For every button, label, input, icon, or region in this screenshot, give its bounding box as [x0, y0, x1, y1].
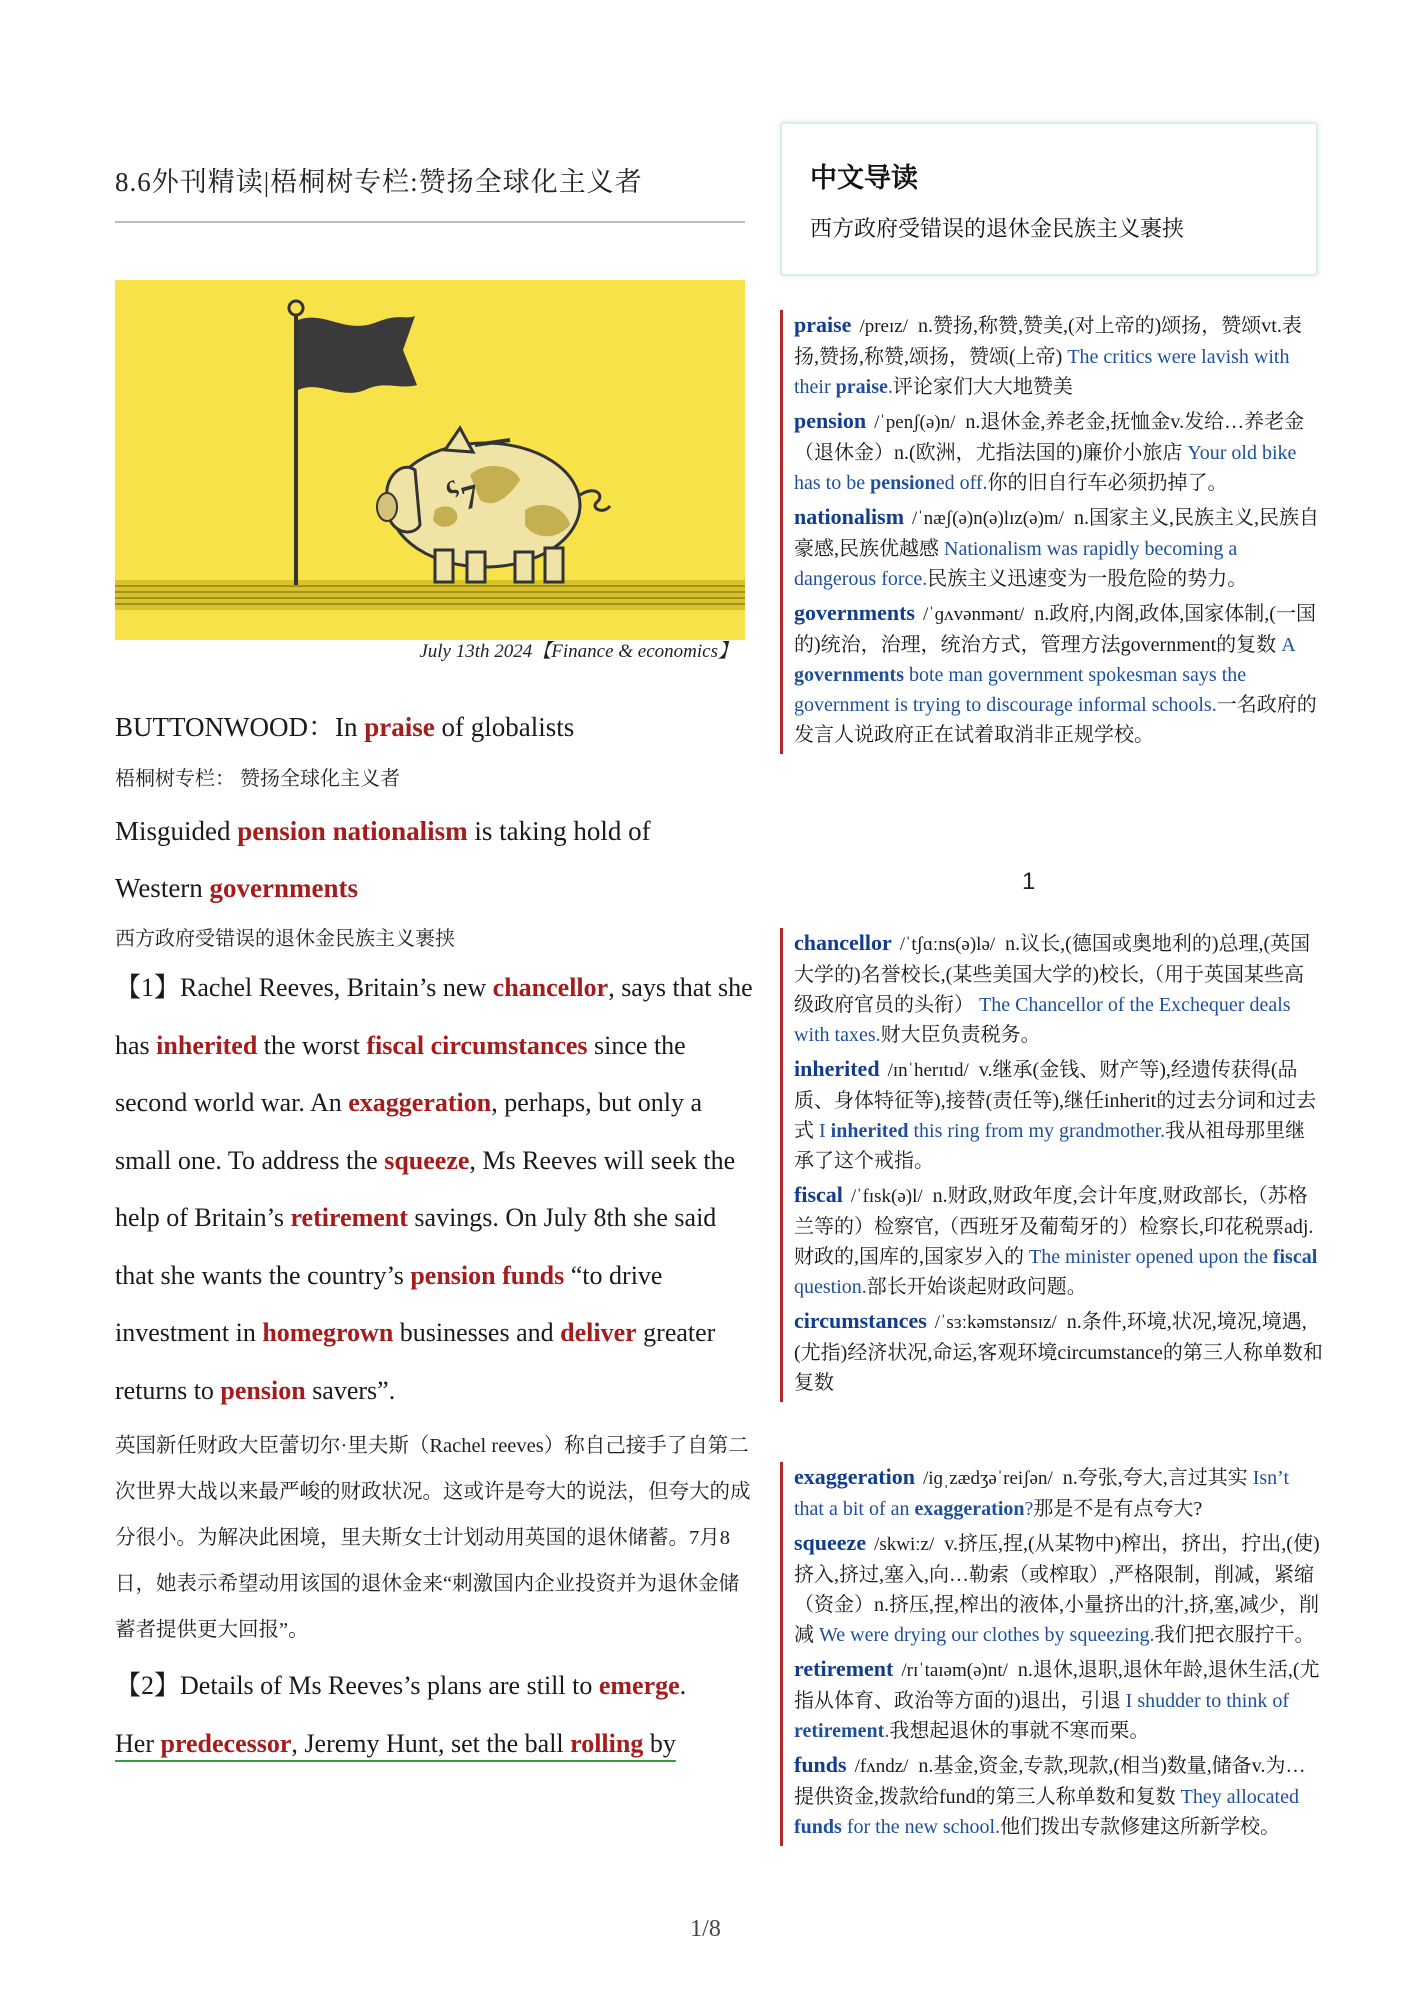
vocab-definition: n.国家主义,民族主义,民族自豪感,民族优越感: [794, 507, 1319, 560]
vocab-entry-exaggeration: [783, 1462, 1323, 1524]
example-keyword: governments: [794, 664, 904, 686]
keyword-nationalism: nationalism: [332, 816, 468, 846]
example-text: They allocated: [1180, 1786, 1299, 1808]
keyword-inherited: inherited: [156, 1030, 258, 1060]
paragraph-number: 【2】: [115, 1671, 181, 1700]
keyword-pension-funds: pension funds: [410, 1260, 565, 1290]
svg-text:7: 7: [457, 477, 484, 518]
example-text: .: [887, 376, 893, 398]
keyword-pension: pension: [237, 816, 326, 846]
vocab-definition: v.继承(金钱、财产等),经遗传获得(品质、身体特征等),接替(责任等),继任inherit的过去分词和过去式: [794, 1059, 1317, 1142]
vocab-pronunciation: /iɡˌzædʒəˈreiʃən/: [922, 1468, 1053, 1489]
vocab-entry-funds: [783, 1750, 1323, 1842]
example-text: I: [819, 1120, 831, 1142]
article-illustration: [115, 280, 745, 640]
vocab-word: funds: [794, 1752, 847, 1777]
column-name: BUTTONWOOD：: [115, 712, 335, 742]
example-translation: 那是不是有点夸大?: [1033, 1498, 1203, 1520]
example-text: I shudder to think of: [1125, 1690, 1289, 1712]
example-text: Your old bike has to be: [794, 442, 1297, 494]
black-flag: [298, 316, 417, 393]
vocab-entry-retirement: [783, 1654, 1323, 1746]
article-title-cn: 梧桐树专栏： 赞扬全球化主义者: [115, 768, 400, 790]
para-text: Rachel Reeves, Britain’s new: [180, 973, 493, 1002]
page-title: 8.6外刊精读|梧桐树专栏:赞扬全球化主义者: [115, 167, 643, 197]
vocab-word: chancellor: [794, 930, 892, 955]
headline-text: Misguided: [115, 816, 238, 846]
example-text: for the new school.: [841, 1816, 1001, 1838]
vocab-word: circumstances: [794, 1308, 927, 1333]
example-keyword: funds: [794, 1816, 842, 1838]
vocab-word: retirement: [794, 1656, 894, 1681]
vocab-entry-praise: [783, 310, 1323, 402]
paragraph-1: [115, 959, 755, 1419]
vocab-entry-chancellor: [783, 928, 1323, 1050]
vocab-pronunciation: /skwiːz/: [874, 1534, 935, 1555]
example-text: ?: [1024, 1498, 1034, 1520]
example-keyword: pension: [870, 472, 936, 494]
vocab-example: The Chancellor of the Exchequer deals with taxes.: [794, 994, 1291, 1046]
example-keyword: praise: [835, 376, 888, 398]
example-text: bote man government spokesman says the government is trying to discourage informal schools.: [794, 664, 1247, 716]
para-text: since the second world war. An: [115, 1030, 686, 1117]
article-headline-cn: 西方政府受错误的退休金民族主义裹挟: [115, 928, 455, 950]
svg-text:ς: ς: [440, 469, 461, 501]
guide-text: 西方政府受错误的退休金民族主义裹挟: [810, 217, 1185, 242]
vocab-word: squeeze: [794, 1530, 867, 1555]
para-text: , perhaps, but only a small one. To address the: [115, 1088, 703, 1175]
vocab-entry-pension: [783, 406, 1323, 498]
para-text: , says that she has: [115, 973, 753, 1060]
example-text: .: [884, 1720, 890, 1742]
vocab-definition: n.赞扬,称赞,赞美,(对上帝的)颂扬，赞颂vt.表扬,赞扬,称赞,颂扬，赞颂(上帝): [794, 315, 1302, 368]
para-text: “to drive investment in: [115, 1260, 663, 1347]
page-number: 1/8: [690, 1916, 721, 1942]
issue-date: July 13th 2024【Finance & economics】: [419, 641, 737, 662]
keyword-retirement: retirement: [290, 1203, 408, 1232]
ground: [115, 580, 745, 610]
article-headline: [115, 803, 755, 917]
keyword-emerge: emerge: [598, 1671, 680, 1700]
example-translation: 评论家们大大地赞美: [892, 376, 1073, 398]
example-text: The minister opened upon the: [1029, 1246, 1273, 1268]
vocab-pronunciation: /ˈsɜːkəmstənsɪz/: [934, 1312, 1057, 1333]
paragraph-number: 【1】: [115, 973, 181, 1002]
vocab-word: praise: [794, 312, 852, 337]
title-text: In: [334, 712, 365, 742]
vocab-group: [780, 310, 1323, 754]
vocab-word: exaggeration: [794, 1464, 915, 1489]
vocab-definition: n.条件,环境,状况,境况,境遇,(尤指)经济状况,命运,客观环境circumstance的第三人称单数和复数: [794, 1311, 1323, 1394]
example-text: Isn’t that a bit of an: [794, 1467, 1290, 1520]
paragraph-2: [115, 1657, 755, 1772]
vocab-pronunciation: /ˈpenʃ(ə)n/: [874, 412, 956, 433]
vocab-entry-governments: [783, 598, 1323, 750]
chinese-guide-box: [780, 122, 1318, 276]
keyword-rolling: rolling: [570, 1728, 644, 1758]
vocab-definition: n.退休,退职,退休年龄,退休生活,(尤指从体育、政治等方面的)退出，引退: [794, 1659, 1320, 1712]
example-text: question.: [794, 1276, 867, 1298]
piggy-bank: [377, 428, 610, 582]
para-text: savers”.: [305, 1375, 396, 1405]
keyword-homegrown: homegrown: [262, 1318, 394, 1347]
vocab-word: governments: [794, 600, 915, 625]
title-divider: [115, 221, 745, 223]
vocab-entry-fiscal: [783, 1180, 1323, 1302]
vocab-word: fiscal: [794, 1182, 843, 1207]
example-translation: 我们把衣服拧干。: [1154, 1624, 1315, 1646]
vocab-pronunciation: /preɪz/: [859, 316, 908, 337]
vocab-definition: v.挤压,捏,(从某物中)榨出，挤出，拧出,(使)挤入,挤过,塞入,向…勒索（或榨取）,严格限制，削减，紧缩（资金）n.挤压,捏,榨出的液体,小量挤出的汁,挤,塞,减少，削减: [794, 1533, 1320, 1646]
vocab-pronunciation: /ɪnˈherɪtɪd/: [887, 1060, 969, 1081]
para-text: by: [643, 1728, 676, 1758]
para-text: greater returns to: [115, 1318, 716, 1405]
vocab-definition: n.议长,(德国或奥地利的)总理,(英国大学的)名誉校长,(某些美国大学的)校长,（用于英国某些高级政府官员的头衔）: [794, 933, 1311, 1016]
keyword-fiscal-circumstances: fiscal circumstances: [366, 1030, 588, 1060]
example-translation: 部长开始谈起财政问题。: [866, 1276, 1087, 1298]
para-text: Her: [115, 1728, 161, 1758]
vocab-example: Nationalism was rapidly becoming a dangerous force.: [794, 538, 1238, 590]
para-text: .: [679, 1671, 687, 1700]
example-translation: 财大臣负责税务。: [880, 1024, 1041, 1046]
para-text: savings. On July 8th she said that she wants the country’s: [115, 1203, 717, 1290]
vocab-definition: n.夸张,夸大,言过其实: [1062, 1467, 1248, 1489]
flagpole-finial: [289, 301, 303, 315]
vocab-pronunciation: /ˈfɪsk(ə)l/: [850, 1186, 923, 1207]
vocab-entry-circumstances: [783, 1306, 1323, 1398]
vocab-word: pension: [794, 408, 867, 433]
keyword-deliver: deliver: [560, 1318, 637, 1347]
keyword-praise: praise: [364, 712, 435, 742]
headline-text: Western: [115, 873, 210, 903]
vocab-entry-squeeze: [783, 1528, 1323, 1650]
vocab-pronunciation: /ˈtʃɑːns(ə)lə/: [899, 934, 996, 955]
para-text: the worst: [257, 1030, 367, 1060]
vocab-example: [819, 1120, 1165, 1142]
vocab-word: nationalism: [794, 504, 905, 529]
article-body: [115, 705, 755, 1772]
example-text: ed off.: [935, 472, 988, 494]
para-text: Details of Ms Reeves’s plans are still to: [180, 1671, 599, 1700]
cut-off-line: [115, 1729, 676, 1758]
vocab-pronunciation: /ˈɡʌvənmənt/: [922, 604, 1025, 625]
keyword-exaggeration: exaggeration: [348, 1088, 492, 1117]
vocab-definition: n.基金,资金,专款,现款,(相当)数量,储备v.为…提供资金,拨款给fund的第三人称单数和复数: [794, 1755, 1306, 1808]
vocab-entry-inherited: [783, 1054, 1323, 1176]
vocab-pronunciation: /ˈnæʃ(ə)n(ə)lɪz(ə)m/: [912, 508, 1064, 529]
vocab-pronunciation: /rɪˈtaɪəm(ə)nt/: [901, 1660, 1008, 1681]
example-text: this ring from my grandmother.: [908, 1120, 1166, 1142]
vocab-entry-nationalism: [783, 502, 1323, 594]
vocab-definition: n.政府,内阁,政体,国家体制,(一国的)统治，治理，统治方式，管理方法government的复数: [794, 603, 1316, 656]
example-translation: 我从祖母那里继承了这个戒指。: [794, 1120, 1306, 1172]
vocab-definition: n.退休金,养老金,抚恤金v.发给…养老金（退休金）n.(欧洲，尤指法国的)廉价小旅店: [794, 411, 1305, 464]
example-translation: 他们拨出专款修建这所新学校。: [1000, 1816, 1281, 1838]
vocab-group: [780, 1462, 1323, 1846]
keyword-chancellor: chancellor: [492, 973, 609, 1002]
keyword-governments: governments: [209, 873, 359, 903]
vocab-pronunciation: /fʌndz/: [854, 1756, 909, 1777]
example-keyword: retirement: [794, 1720, 885, 1742]
example-translation: 我想起退休的事就不寒而栗。: [889, 1720, 1150, 1742]
example-text: A: [1281, 634, 1295, 656]
example-translation: 你的旧自行车必须扔掉了。: [987, 472, 1228, 494]
example-text: The critics were lavish with their: [794, 346, 1290, 398]
example-translation: 民族主义迅速变为一股危险的势力。: [927, 568, 1248, 590]
paragraph-1-cn: 英国新任财政大臣蕾切尔·里夫斯（Rachel reeves）称自己接手了自第二次世界大战以来最严峻的财政状况。这或许是夸大的说法，但夸大的成分很小。为解决此困境，里夫斯女士计划动用英国的退休储蓄。7月8日，她表示希望动用该国的退休金来“刺激国内企业投资并为退休金储蓄者提供更大回报”。: [115, 1435, 751, 1641]
vocab-group: [780, 928, 1323, 1402]
keyword-predecessor: predecessor: [160, 1728, 292, 1758]
example-keyword: inherited: [830, 1120, 909, 1142]
title-text: of globalists: [434, 712, 575, 742]
vocab-page-number: 1: [1022, 868, 1036, 895]
piggy-bank-flag-illustration: [115, 280, 745, 640]
para-text: , Jeremy Hunt, set the ball: [291, 1728, 571, 1758]
vocab-word: inherited: [794, 1056, 880, 1081]
para-text: businesses and: [393, 1318, 561, 1347]
guide-title: 中文导读: [810, 163, 918, 194]
keyword-squeeze: squeeze: [384, 1145, 470, 1175]
example-translation: 一名政府的发言人说政府正在试着取消非正规学校。: [794, 694, 1317, 746]
example-keyword: fiscal: [1272, 1246, 1318, 1268]
headline-text: is taking hold of: [467, 816, 651, 846]
keyword-pension: pension: [220, 1375, 306, 1405]
article-title: [115, 705, 755, 749]
para-text: , Ms Reeves will seek the help of Britain’s: [115, 1145, 736, 1232]
vocab-definition: n.财政,财政年度,会计年度,财政部长,（苏格兰等的）检察官,（西班牙及葡萄牙的）检察长,印花税票adj.财政的,国库的,国家岁入的: [794, 1185, 1314, 1268]
example-keyword: exaggeration: [914, 1498, 1025, 1520]
vocab-example: We were drying our clothes by squeezing.: [819, 1624, 1155, 1646]
